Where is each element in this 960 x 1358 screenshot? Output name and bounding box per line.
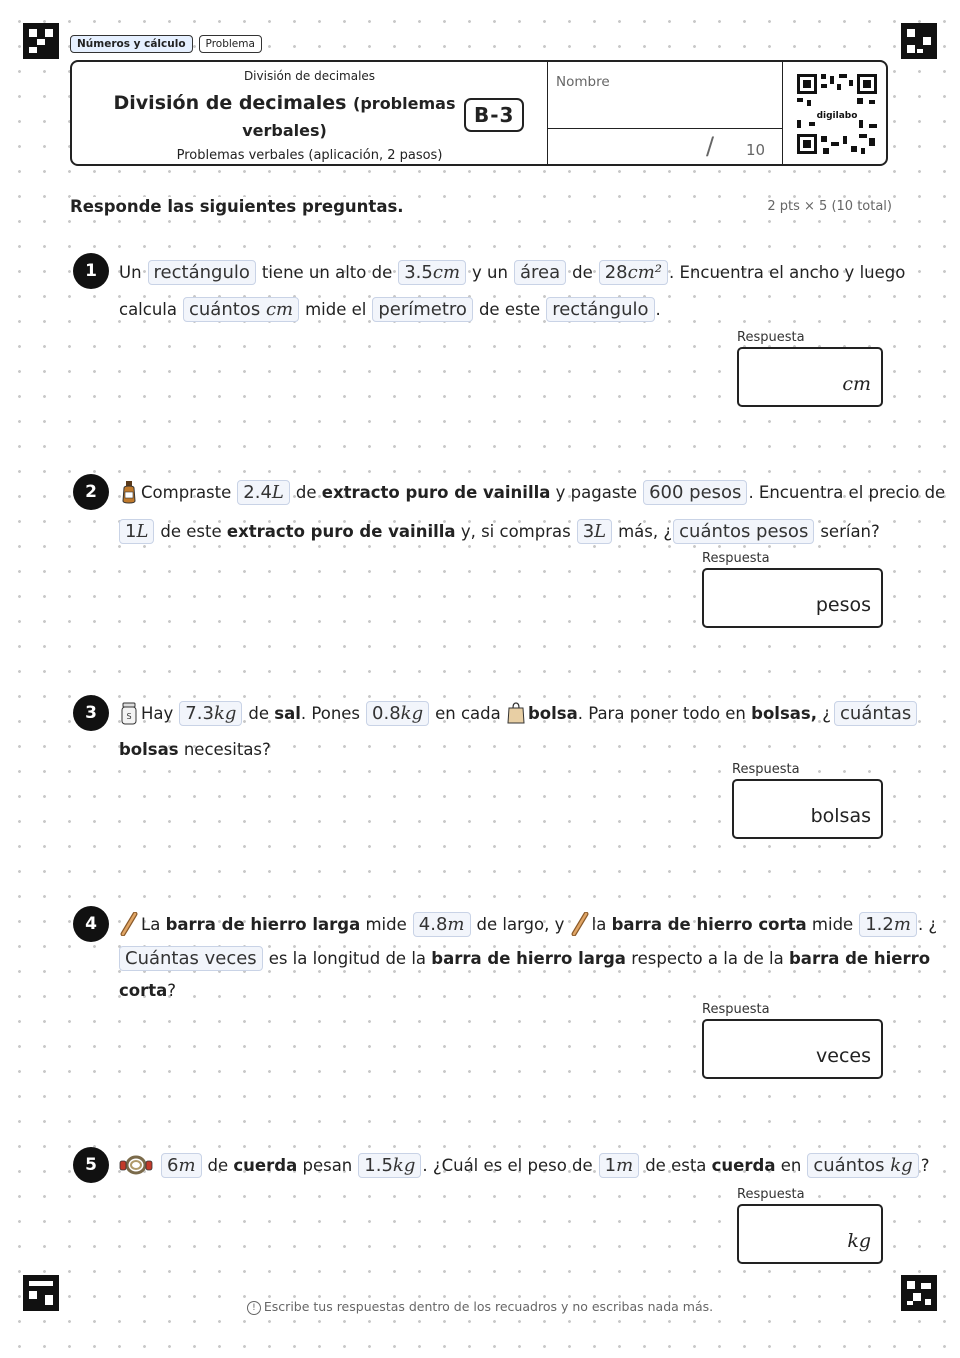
text: de largo, y <box>476 914 565 934</box>
item-name: barra de hierro larga <box>165 914 361 934</box>
value: 6 <box>167 1154 179 1176</box>
header-divider <box>548 128 783 129</box>
answer-label: Respuesta <box>737 330 805 345</box>
unit: cm <box>432 261 461 283</box>
unit: cm² <box>627 261 663 283</box>
footer-text: Escribe tus respuestas dentro de los recuadros y no escribas nada más. <box>263 1299 714 1314</box>
item-name: bolsas <box>119 739 179 759</box>
instructions: Responde las siguientes preguntas. <box>70 197 404 216</box>
title-main: División de decimales <box>113 92 347 114</box>
unit: kg <box>400 702 424 724</box>
value-chip <box>398 260 466 285</box>
question-4-line-3 <box>119 974 176 1006</box>
text: La <box>141 914 161 934</box>
text: de este <box>478 299 541 319</box>
value: 0.8 <box>372 702 401 724</box>
svg-text:S: S <box>126 712 132 721</box>
text: mide <box>811 914 854 934</box>
answer-unit: bolsas <box>810 805 871 827</box>
text: . Para poner todo en <box>577 703 746 723</box>
text: de este <box>160 521 222 541</box>
item-name: corta <box>119 980 168 1000</box>
text: . ¿ <box>917 914 938 934</box>
value: 1 <box>604 1154 617 1176</box>
value: 3.5 <box>404 261 433 283</box>
unit: L <box>594 520 607 542</box>
value: 28 <box>604 261 628 283</box>
text: . <box>655 299 661 319</box>
text: en cada <box>435 703 501 723</box>
bag-icon <box>506 701 526 725</box>
item-name: cuerda <box>233 1155 298 1175</box>
score-total: 10 <box>746 141 766 159</box>
answer-box-1[interactable] <box>737 347 883 407</box>
text: de <box>295 482 317 502</box>
text: . Encuentra el precio de <box>748 482 946 502</box>
value-chip <box>413 912 471 937</box>
header-description: Problemas verbales (aplicación, 2 pasos) <box>176 148 443 163</box>
text: respecto a la de la <box>631 948 784 968</box>
item-name: cuerda <box>711 1155 776 1175</box>
text: de <box>207 1155 229 1175</box>
unit: kg <box>890 1154 913 1176</box>
answer-label: Respuesta <box>702 1002 770 1017</box>
item-name: bolsa <box>527 703 578 723</box>
answer-unit: veces <box>816 1045 871 1067</box>
text: y pagaste <box>555 482 638 502</box>
question-2-line-1 <box>119 476 945 508</box>
value-chip <box>366 701 429 726</box>
header-subtitle: División de decimales <box>243 69 376 83</box>
score-slash: / <box>706 132 715 160</box>
unit: pesos <box>689 481 742 503</box>
text: es la longitud de la <box>268 948 427 968</box>
text: la <box>591 914 607 934</box>
text: necesitas? <box>183 739 271 759</box>
text: calcula <box>119 299 177 319</box>
item-name: extracto puro de vainilla <box>226 521 456 541</box>
unit: m <box>447 913 465 935</box>
text: mide <box>365 914 407 934</box>
question-number: 2 <box>73 474 109 510</box>
header-title-area <box>72 62 547 164</box>
footer-note <box>0 1299 960 1315</box>
value: 7.3 <box>185 702 214 724</box>
question-1-line-1 <box>119 256 905 288</box>
answer-label: Respuesta <box>732 762 800 777</box>
unit: kg <box>213 702 237 724</box>
value: 3 <box>582 520 595 542</box>
value: 600 <box>649 481 684 503</box>
answer-box-2[interactable] <box>702 568 883 628</box>
value-chip <box>358 1153 421 1178</box>
worksheet-title <box>112 90 457 144</box>
answer-box-5[interactable] <box>737 1204 883 1264</box>
question-number: 5 <box>73 1147 109 1183</box>
question-3-line-1 <box>119 697 923 729</box>
corner-marker-top-left <box>23 23 59 59</box>
value: 2.4 <box>243 481 272 503</box>
text: de esta <box>645 1155 707 1175</box>
text: de <box>572 262 593 282</box>
word: cuántos <box>189 298 261 320</box>
keyword-chip <box>807 1153 918 1178</box>
question-5-line-1 <box>119 1149 929 1181</box>
iron-bar-icon <box>570 912 590 936</box>
question-2-line-2 <box>119 515 880 547</box>
unit: L <box>136 520 149 542</box>
keyword-chip: rectángulo <box>546 297 654 322</box>
value-chip <box>237 480 290 505</box>
item-name: barra de hierro corta <box>611 914 807 934</box>
text: ¿ <box>822 703 832 723</box>
keyword-chip: Cuántas veces <box>119 946 263 971</box>
text: pesan <box>302 1155 353 1175</box>
unit: L <box>271 481 284 503</box>
answer-box-3[interactable] <box>732 779 883 839</box>
tag-type: Problema <box>199 35 262 53</box>
points-summary: 2 pts × 5 (10 total) <box>767 199 892 214</box>
text: Compraste <box>141 482 232 502</box>
qr-label: digilabo <box>816 111 858 121</box>
text: ? <box>167 980 177 1000</box>
question-4-line-1 <box>119 908 937 940</box>
name-label: Nombre <box>556 74 610 90</box>
keyword-chip: área <box>514 260 566 285</box>
unit: m <box>616 1154 634 1176</box>
text: ? <box>920 1155 930 1175</box>
text: en <box>780 1155 802 1175</box>
category-tags <box>70 35 262 53</box>
value-chip <box>643 480 747 505</box>
qr-area <box>782 62 889 164</box>
item-name: barra de hierro larga <box>431 948 626 968</box>
tag-category: Números y cálculo <box>70 35 193 53</box>
info-icon: ! <box>247 1301 261 1315</box>
text: . Pones <box>300 703 361 723</box>
worksheet-code: B-3 <box>464 98 524 132</box>
item-name: extracto puro de vainilla <box>321 482 551 502</box>
qr-code-icon <box>795 72 879 156</box>
keyword-chip: cuántas <box>834 701 917 726</box>
unit: kg <box>392 1154 416 1176</box>
value-chip <box>577 519 612 544</box>
word: cuántos <box>813 1154 885 1176</box>
title-paren: (problemas verbales) <box>242 94 456 140</box>
name-score-area <box>547 62 783 164</box>
answer-unit: kg <box>847 1230 871 1252</box>
value-chip <box>179 701 242 726</box>
question-4-line-2 <box>119 942 930 974</box>
iron-bar-icon <box>119 912 139 936</box>
answer-label: Respuesta <box>737 1187 805 1202</box>
question-3-line-2 <box>119 733 271 765</box>
text: mide el <box>305 299 367 319</box>
text: tiene un alto de <box>261 262 393 282</box>
keyword-chip: rectángulo <box>148 260 256 285</box>
value-chip <box>599 260 668 285</box>
text: y un <box>472 262 508 282</box>
value: 1.5 <box>364 1154 393 1176</box>
text: . Encuentra el ancho y luego <box>669 262 906 282</box>
item-name: bolsas, <box>751 703 818 723</box>
text: Un <box>119 262 142 282</box>
answer-unit: pesos <box>815 594 871 616</box>
value: 1 <box>125 520 137 542</box>
question-number: 3 <box>73 695 109 731</box>
question-number: 1 <box>73 253 109 289</box>
answer-label: Respuesta <box>702 551 770 566</box>
corner-marker-top-right <box>901 23 937 59</box>
worksheet-header <box>70 60 888 166</box>
vanilla-bottle-icon <box>119 480 139 504</box>
unit: m <box>178 1154 196 1176</box>
text: de <box>248 703 269 723</box>
unit: m <box>893 913 911 935</box>
text: serían? <box>820 521 880 541</box>
value-chip <box>161 1153 202 1178</box>
text: . ¿Cuál es el peso de <box>422 1155 593 1175</box>
keyword-chip: perímetro <box>372 297 473 322</box>
answer-unit: cm <box>842 373 871 395</box>
value: 4.8 <box>418 913 448 935</box>
value: 1.2 <box>865 913 894 935</box>
text: más, ¿ <box>618 521 673 541</box>
keyword-chip <box>183 297 299 322</box>
question-1-line-2 <box>119 293 661 325</box>
question-number: 4 <box>73 906 109 942</box>
text: y, si compras <box>460 521 571 541</box>
unit: cm <box>265 298 294 320</box>
keyword-chip: cuántos pesos <box>673 519 814 544</box>
item-name: barra de hierro <box>789 948 931 968</box>
answer-box-4[interactable] <box>702 1019 883 1079</box>
item-name: sal <box>274 703 301 723</box>
rope-icon <box>119 1153 153 1177</box>
salt-jar-icon <box>119 701 139 725</box>
text: Hay <box>141 703 174 723</box>
value-chip <box>599 1153 640 1178</box>
value-chip <box>859 912 917 937</box>
value-chip <box>119 519 154 544</box>
